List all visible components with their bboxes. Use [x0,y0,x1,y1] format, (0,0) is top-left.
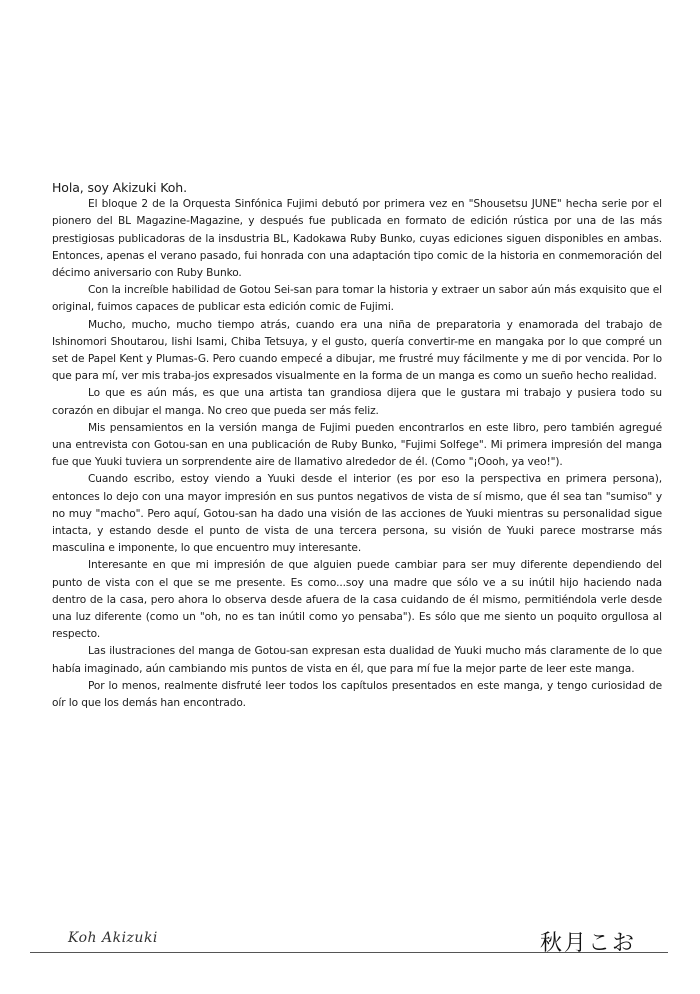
paragraph-4: Lo que es aún más, es que una artista tan grandiosa dijera que le gustara mi trabajo y pusiera todo su corazón en dibujar el manga. No creo que pueda ser más feliz. [52,387,662,417]
paragraph-2: Con la increíble habilidad de Gotou Sei-san para tomar la historia y extraer un sabor aún más exquisito que el original, fuimos capaces de publicar esta edición comic de Fujimi. [52,284,662,314]
letter-body [52,179,662,712]
signature-japanese: 秋月こお [540,931,637,956]
paragraph-6: Cuando escribo, estoy viendo a Yuuki desde el interior (es por eso la perspectiva en primera persona), entonces lo dejo con una mayor impresión en sus puntos negativos de vista de sí mismo, que él sea tan "sumiso" y no muy "macho". Pero aquí, Gotou-san ha dado una visión de las acciones de Yuuki mientras su personalidad sigue intacta, y estando desde el punto de vista de una tercera persona, su visión de Yuuki parece mostrarse más masculina e imponente, lo que encuentro muy interesante. [52,473,662,555]
paragraph-8: Las ilustraciones del manga de Gotou-san expresan esta dualidad de Yuuki mucho más claramente de lo que había imaginado, aún cambiando mis puntos de vista en él, que para mí fue la mejor parte de leer este manga. [52,645,662,675]
greeting: Hola, soy Akizuki Koh. [52,180,188,195]
paragraph-3: Mucho, mucho, mucho tiempo atrás, cuando era una niña de preparatoria y enamorada del trabajo de Ishinomori Shoutarou, Iishi Isami, Chiba Tetsuya, y el gusto, quería convertir-me en mangaka por lo que compré un set de Papel Kent y Plumas-G. Pero cuando empecé a dibujar, me frustré muy fácilmente y me di por vencida. Por lo que para mí, ver mis traba-jos expresados visualmente en la forma de un manga es como un sueño hecho realidad. [52,318,662,383]
signature-roman: Koh Akizuki [68,930,158,946]
paragraph-5: Mis pensamientos en la versión manga de Fujimi pueden encontrarlos en este libro, pero también agregué una entrevista con Gotou-san en una publicación de Ruby Bunko, "Fujimi Solfege". Mi primera impresión del manga fue que Yuuki tuviera un sorprendente aire de llamativo alrededor de él. (Como "¡Oooh, ya veo!"). [52,421,662,469]
paragraph-7: Interesante en que mi impresión de que alguien puede cambiar para ser muy diferente dependiendo del punto de vista con el que se me presente. Es como...soy una madre que sólo ve a su inútil hijo haciendo nada dentro de la casa, pero ahora lo observa desde afuera de la casa cuidando de él mismo, permitiéndola verle desde una luz diferente (como un "oh, no es tan inútil como yo pensaba"). Es sólo que me siento un poquito orgullosa al respecto. [52,559,662,641]
paragraph-9: Por lo menos, realmente disfruté leer todos los capítulos presentados en este manga, y tengo curiosidad de oír lo que los demás han encontrado. [52,679,662,710]
signature-divider [30,952,668,953]
paragraph-1: El bloque 2 de la Orquesta Sinfónica Fujimi debutó por primera vez en "Shousetsu JUNE" hecha serie por el pionero del BL Magazine-Magazine, y después fue publicada en formato de edición rústica por una de las más prestigiosas publicadoras de la insdustria BL, Kadokawa Ruby Bunko, cuyas ediciones siguen disponibles en ambas. Entonces, apenas el verano pasado, fui honrada con una adaptación tipo comic de la historia en conmemoración del décimo aniversario con Ruby Bunko. [52,198,662,280]
